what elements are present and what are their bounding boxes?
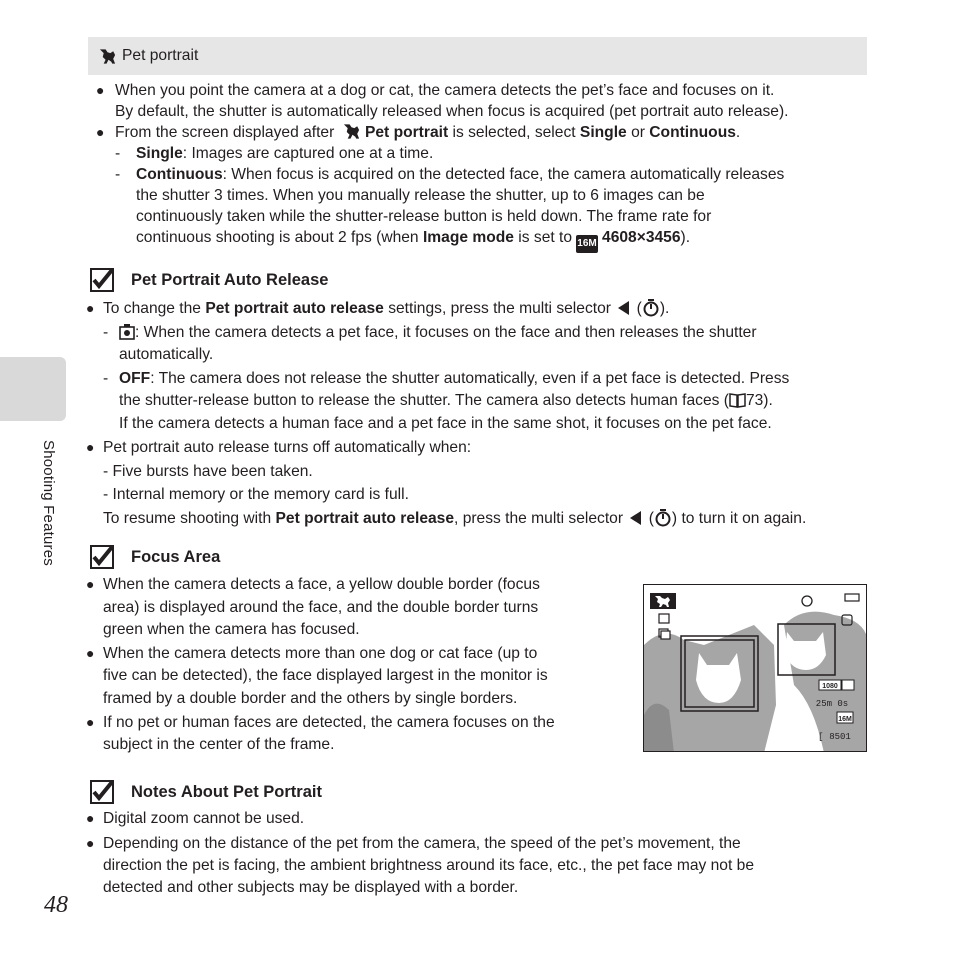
notes-line: detected and other subjects may be displayed with a border. — [103, 879, 519, 896]
bracket: [ — [818, 732, 824, 742]
intro-line: By default, the shutter is automatically released when focus is acquired (pet portrait auto release). — [115, 103, 789, 120]
bullet-dot: ● — [86, 300, 95, 316]
notes-heading — [90, 780, 322, 804]
section-header — [88, 37, 867, 75]
heading-text: Notes About Pet Portrait — [131, 782, 322, 801]
text: ( — [636, 300, 642, 317]
text: or — [631, 124, 645, 141]
bullet-dot: ● — [86, 576, 95, 592]
resume-line — [103, 508, 806, 529]
notes-line: Digital zoom cannot be used. — [103, 810, 305, 827]
focus-line: When the camera detects a face, a yellow double border (focus — [103, 576, 540, 593]
text: is selected, select — [452, 124, 576, 141]
bullet-dot: ● — [86, 439, 95, 455]
resolution-badge: 1080 — [822, 683, 838, 690]
image-mode-16m-icon: 16M — [576, 235, 598, 253]
dog-icon — [342, 122, 361, 140]
auto-off-condition: - Five bursts have been taken. — [103, 463, 313, 480]
dog-icon — [98, 47, 117, 65]
recording-time: 25m 0s — [815, 699, 849, 709]
bold-term: Single — [136, 145, 183, 162]
text: settings, press the multi selector — [388, 300, 611, 317]
text: : Images are captured one at a time. — [182, 145, 434, 162]
check-note-icon — [90, 545, 114, 569]
focus-line: area) is displayed around the face, and the double border turns — [103, 599, 539, 616]
text: From the screen displayed after — [115, 124, 335, 141]
off-option-line — [119, 368, 789, 389]
self-timer-icon — [654, 509, 672, 527]
page-number: 48 — [44, 892, 68, 918]
text: To resume shooting with — [103, 510, 272, 527]
multi-selector-left-icon — [630, 511, 641, 525]
bold-term: Pet portrait auto release — [205, 300, 384, 317]
continuous-dash: - — [115, 166, 121, 183]
auto-release-line — [103, 298, 669, 319]
bold-term: Image mode — [422, 229, 514, 246]
multi-selector-left-icon — [618, 301, 629, 315]
continuous-line — [136, 164, 784, 185]
focus-line: five can be detected), the face displayed largest in the monitor is — [103, 667, 548, 684]
text: 73). — [745, 392, 773, 409]
off-option-line: If the camera detects a human face and a pet face in the same shot, it focuses on the pet face. — [119, 415, 772, 432]
off-option-line — [119, 390, 773, 411]
option-dash: - — [103, 370, 109, 387]
auto-option-line: automatically. — [119, 346, 214, 363]
single-line — [136, 143, 433, 164]
text: To change the — [103, 300, 201, 317]
focus-line: framed by a double border and the others by single borders. — [103, 690, 518, 707]
continuous-line: the shutter 3 times. When you manually release the shutter, up to 6 images can be — [136, 187, 705, 204]
check-note-icon — [90, 268, 114, 292]
page-reference-icon — [729, 392, 746, 408]
intro-select-line — [115, 122, 740, 143]
text: ( — [648, 510, 654, 527]
intro-line: When you point the camera at a dog or cat, the camera detects the pet’s face and focuses on it. — [115, 82, 775, 99]
auto-release-on-icon — [119, 323, 135, 340]
text: continuous shooting is about 2 fps (when — [136, 229, 419, 246]
remaining-exposures: 8501 — [829, 732, 851, 742]
heading-text: Focus Area — [131, 547, 221, 566]
heading-text: Pet Portrait Auto Release — [131, 270, 329, 289]
focus-line: If no pet or human faces are detected, the camera focuses on the — [103, 714, 555, 731]
focus-line: green when the camera has focused. — [103, 621, 360, 638]
notes-line: direction the pet is facing, the ambient brightness around its face, etc., the pet face may not be — [103, 857, 754, 874]
option-dash: - — [103, 324, 109, 341]
bold-term: Continuous — [136, 166, 223, 183]
chapter-tab — [0, 357, 66, 421]
check-note-icon — [90, 780, 114, 804]
text: , press the multi selector — [454, 510, 624, 527]
text: : The camera does not release the shutter automatically, even if a pet face is detected. Press — [150, 370, 790, 387]
bold-term: Single — [579, 124, 627, 141]
bullet-dot: ● — [96, 124, 105, 140]
notes-line: Depending on the distance of the pet from the camera, the speed of the pet’s movement, the — [103, 835, 741, 852]
single-dash: - — [115, 145, 121, 162]
focus-line: When the camera detects more than one dog or cat face (up to — [103, 645, 538, 662]
bold-term: 4608×3456 — [602, 229, 681, 246]
continuous-line: continuously taken while the shutter-release button is held down. The frame rate for — [136, 208, 712, 225]
bold-term: Pet portrait auto release — [275, 510, 455, 527]
text: the shutter-release button to release the shutter. The camera also detects human faces ( — [119, 392, 729, 409]
text: ) to turn it on again. — [671, 510, 807, 527]
text: . — [735, 124, 741, 141]
auto-release-heading — [90, 268, 328, 292]
text: is set to — [518, 229, 573, 246]
section-title: Pet portrait — [122, 47, 199, 64]
bullet-dot: ● — [86, 835, 95, 851]
self-timer-icon — [642, 299, 660, 317]
auto-off-line: Pet portrait auto release turns off automatically when: — [103, 439, 472, 456]
text: ). — [680, 229, 691, 246]
bold-term: Pet portrait — [364, 124, 449, 141]
bullet-dot: ● — [86, 714, 95, 730]
bullet-dot: ● — [86, 645, 95, 661]
focus-area-heading — [90, 545, 220, 569]
auto-off-condition: - Internal memory or the memory card is full. — [103, 486, 409, 503]
chapter-label: Shooting Features — [40, 440, 57, 566]
text: : When focus is acquired on the detected face, the camera automatically releases — [222, 166, 785, 183]
bullet-dot: ● — [86, 810, 95, 826]
bold-term: Continuous — [649, 124, 736, 141]
bold-term: OFF — [119, 370, 151, 387]
text: ). — [659, 300, 670, 317]
continuous-line — [136, 227, 690, 253]
focus-line: subject in the center of the frame. — [103, 736, 335, 753]
auto-option-line — [119, 322, 757, 343]
text: : When the camera detects a pet face, it focuses on the face and then releases the shutter — [135, 324, 757, 341]
image-size-badge: 16M — [838, 716, 852, 723]
bullet-dot: ● — [96, 82, 105, 98]
camera-monitor-illustration — [643, 584, 867, 752]
